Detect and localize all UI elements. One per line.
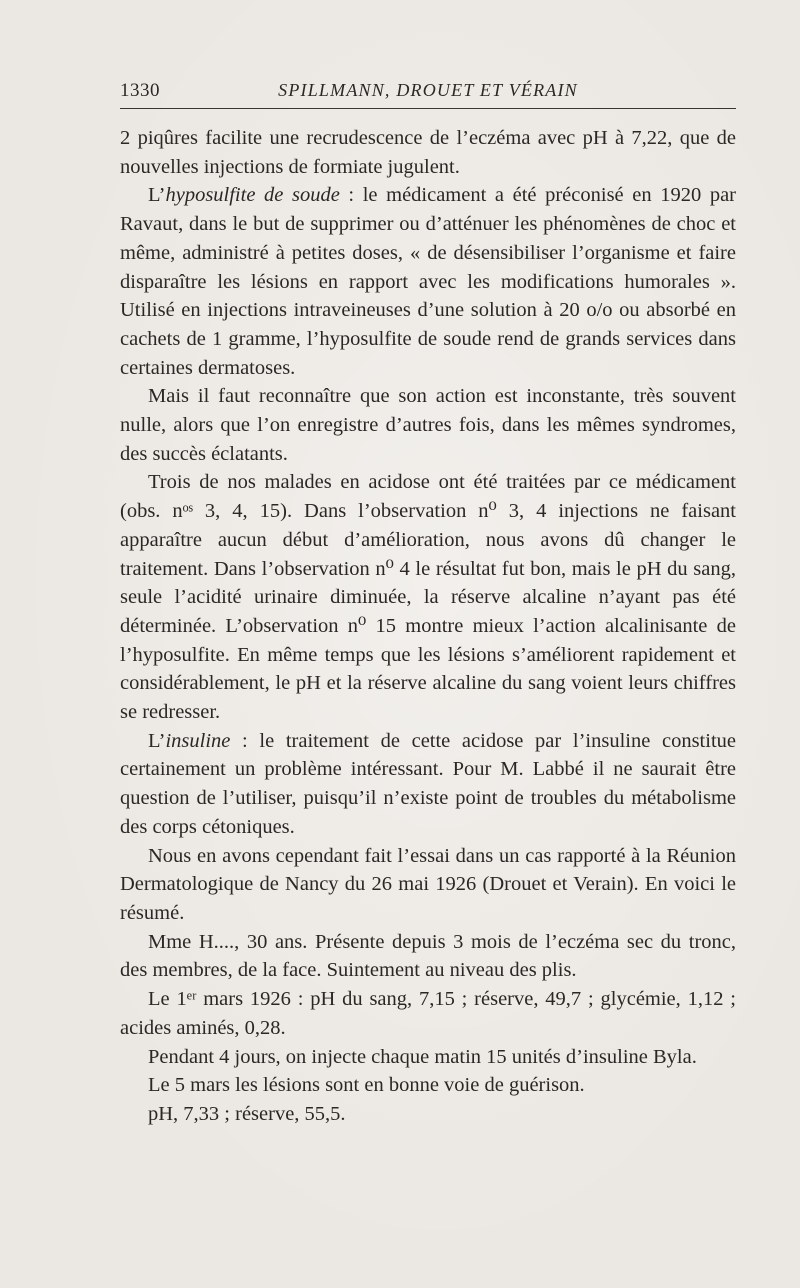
running-head: SPILLMANN, DROUET ET VÉRAIN [278,80,578,100]
page-header [120,80,736,109]
paragraph: Le 1ᵉʳ mars 1926 : pH du sang, 7,15 ; réserve, 49,7 ; glycémie, 1,12 ; acides aminés, 0,28. [120,988,736,1039]
italic-term: insuline [165,729,231,752]
paragraph: Mais il faut reconnaître que son action est inconstante, très souvent nulle, alors que l’on enregistre d’autres fois, dans les mêmes syndromes, des succès éclatants. [120,385,736,465]
paragraph: Mme H...., 30 ans. Présente depuis 3 mois de l’eczéma sec du tronc, des membres, de la face. Suintement au niveau des plis. [120,930,736,982]
paragraph: Pendant 4 jours, on injecte chaque matin 15 unités d’insuline Byla. [148,1045,697,1068]
paragraph: L’hyposulfite de soude : le médicament a été préconisé en 1920 par Ravaut, dans le but de supprimer ou d’atténuer les phénomènes de choc et même, administré à petites doses, « de désensibiliser l’organisme et faire disparaître les lésions en rapport avec les modifications humorales ». Utilisé en injections intraveineuses d’une solution à 20 o/o ou absorbé en cachets de 1 gramme, l’hyposulfite de soude rend de grands services dans certaines dermatoses. [120,184,736,379]
paragraph: Nous en avons cependant fait l’essai dans un cas rapporté à la Réunion Dermatologique de Nancy du 26 mai 1926 (Drouet et Verain). En voici le résumé. [120,844,736,924]
paragraph: pH, 7,33 ; réserve, 55,5. [148,1102,346,1125]
paragraph: Trois de nos malades en acidose ont été traitées par ce médicament (obs. nᵒˢ 3, 4, 15). Dans l’observation n⁰ 3, 4 injections ne faisant apparaître aucun début d’amélioration, nous avons dû changer le traitement. Dans l’observation n⁰ 4 le résultat fut bon, mais le pH du sang, seule l’acidité urinaire diminuée, la réserve alcaline n’ayant pas été déterminée. L’observation n⁰ 15 montre mieux l’action alcalinisante de l’hyposulfite. En même temps que les lésions s’améliorent rapidement et considérablement, le pH et la réserve alcaline du sang voient leurs chiffres se redresser. [120,471,736,724]
paragraph: L’insuline : le traitement de cette acidose par l’insuline constitue certainement un problème intéressant. Pour M. Labbé il ne saurait être question de l’utiliser, puisqu’il n’existe point de troubles du métabolisme des corps cétoniques. [120,729,736,838]
body-text [120,124,736,1129]
paragraph: Le 5 mars les lésions sont en bonne voie de guérison. [148,1074,585,1097]
page-number: 1330 [120,80,160,101]
italic-term: hyposulfite de soude [165,184,340,207]
paragraph: 2 piqûres facilite une recrudescence de l’eczéma avec pH à 7,22, que de nouvelles injections de formiate jugulent. [120,127,736,178]
